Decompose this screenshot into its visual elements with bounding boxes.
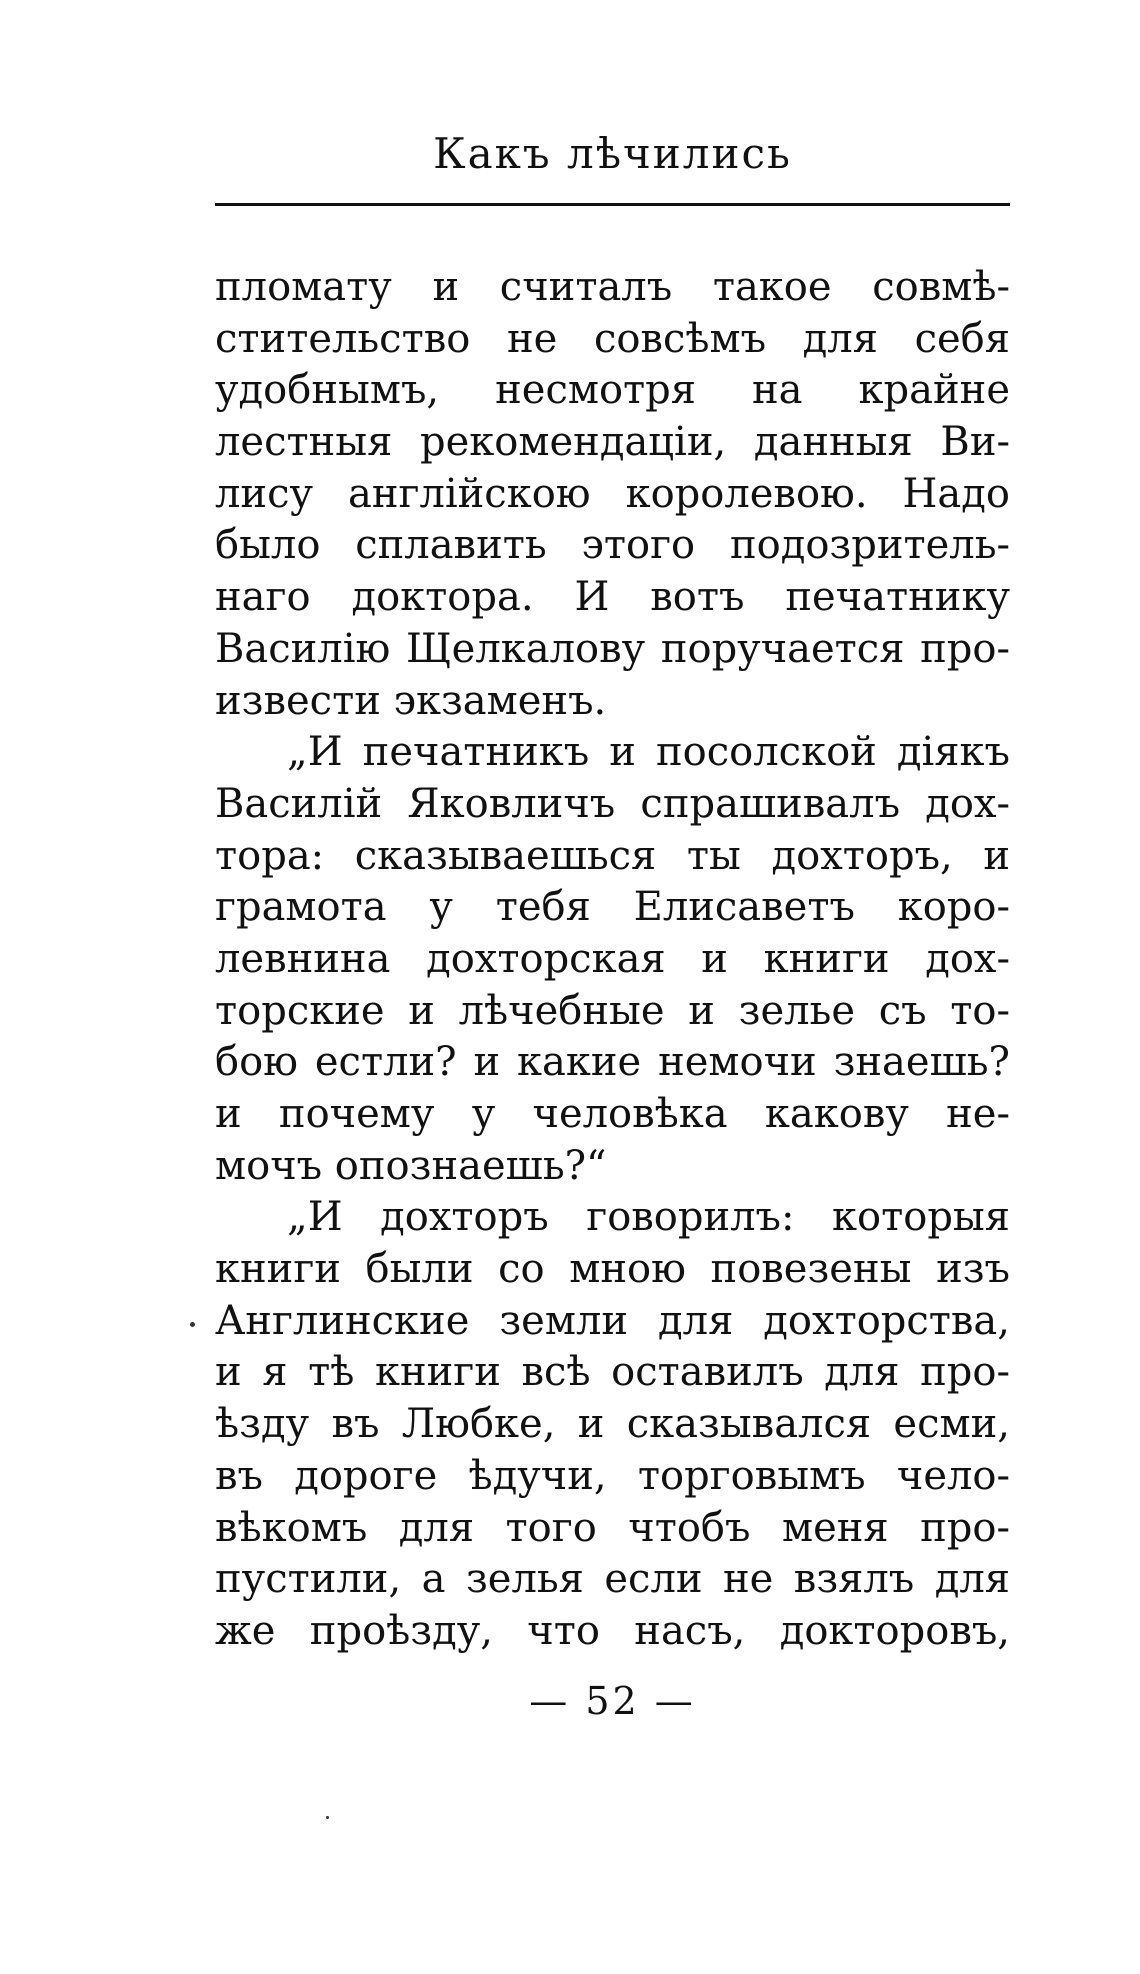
text-line: же проѣзду, что насъ, докторовъ, — [215, 1607, 1010, 1654]
body-text — [215, 262, 1010, 1658]
text-line: Василію Щелкалову поручается про- — [215, 625, 1010, 672]
text-line: было сплавить этого подозритель- — [215, 522, 1010, 569]
page-number: — 52 — — [529, 1679, 696, 1723]
text-line: левнина дохторская и книги дох- — [215, 935, 1010, 982]
text-line: удобнымъ, несмотря на крайне — [215, 367, 1010, 414]
text-line: „И печатникъ и посолской діякъ — [287, 729, 1010, 776]
text-line: „И дохторъ говорилъ: которыя — [287, 1194, 1010, 1241]
text-line: и я тѣ книги всѣ оставилъ для про- — [215, 1349, 1010, 1396]
text-line: бою естли? и какие немочи знаешь? — [215, 1039, 1010, 1086]
text-line: пломату и считалъ такое совмѣ- — [215, 264, 1010, 310]
print-speck — [190, 1322, 195, 1327]
text-line: лису англійскою королевою. Надо — [215, 470, 1010, 517]
text-line: пустили, а зелья если не взялъ для — [215, 1556, 1010, 1603]
text-line: извести экзаменъ. — [215, 677, 607, 724]
text-line: вѣкомъ для того чтобъ меня про- — [215, 1504, 1010, 1551]
text-line: торские и лѣчебные и зелье съ то- — [215, 987, 1010, 1034]
text-line: тора: сказываешься ты дохторъ, и — [215, 832, 1010, 879]
text-line: въ дороге ѣдучи, торговымъ чело- — [215, 1452, 1010, 1499]
text-line: и почему у человѣка какову не- — [215, 1091, 1010, 1137]
running-head: Какъ лѣчились — [433, 129, 792, 178]
print-speck — [326, 1816, 329, 1819]
text-line: стительство не совсѣмъ для себя — [215, 315, 1010, 362]
text-line: ѣзду въ Любке, и сказывался есми, — [215, 1401, 1010, 1448]
text-line: книги были со мною повезены изъ — [215, 1246, 1010, 1293]
text-line: наго доктора. И вотъ печатнику — [215, 574, 1010, 621]
text-line: лестныя рекомендаціи, данныя Ви- — [215, 419, 1010, 466]
header-rule — [215, 203, 1010, 206]
text-line: грамота у тебя Елисаветъ коро- — [215, 884, 1010, 931]
text-line: мочъ опознаешь?“ — [215, 1142, 607, 1189]
text-line: Англинские земли для дохторства, — [215, 1297, 1010, 1344]
text-line: Василій Яковличъ спрашивалъ дох- — [215, 780, 1010, 827]
